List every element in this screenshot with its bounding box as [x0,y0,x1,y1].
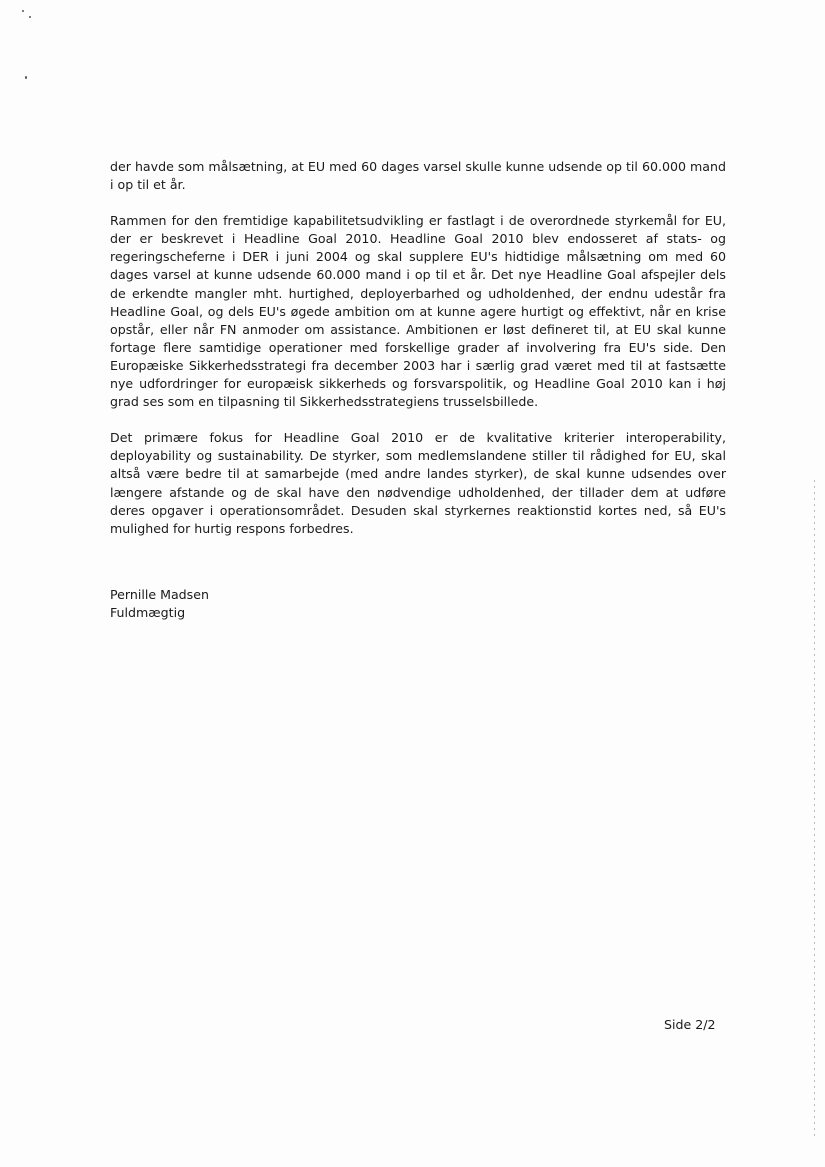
scan-speck [25,76,27,79]
signature-block [110,586,209,622]
signatory-name: Pernille Madsen [110,587,209,602]
scan-edge-line [814,480,815,1140]
page-number: Side 2/2 [664,1017,716,1032]
scan-speck [29,16,31,18]
paragraph-primary-focus: Det primære fokus for Headline Goal 2010 er de kvalitative kriterier interoperability, deployability og sustainability. De styrker, som medlemslandene stiller til rådighed for EU, skal altså være bedre til at samarbejde (med andre landes styrker), de skal kunne udsendes over længere afstande og de skal have den nødvendige udholdenhed, der tillader dem at udføre deres opgaver i operationsområdet. Desuden skal styrkernes reaktionstid kortes ned, så EU's mulighed for hurtig respons forbedres. [110,430,726,536]
paragraph-headline-goal-framework: Rammen for den fremtidige kapabilitetsudvikling er fastlagt i de overordnede styrkemål for EU, der er beskrevet i Headline Goal 2010. Headline Goal 2010 blev endosseret af stats- og regeringscheferne i DER i juni 2004 og skal supplere EU's hidtidige målsætning om med 60 dages varsel at kunne udsende 60.000 mand i op til et år. Det nye Headline Goal afspejler dels de erkendte mangler mht. hurtighed, deployerbarhed og udholdenhed, der endnu udestår fra Headline Goal, og dels EU's øgede ambition om at kunne agere hurtigt og effektivt, når en krise opstår, eller når FN anmoder om assistance. Ambitionen er løst defineret til, at EU skal kunne fortage flere samtidige operationer med forskellige grader af involvering fra EU's side. Den Europæiske Sikkerhedsstrategi fra december 2003 har i særlig grad været med til at fastsætte nye udfordringer for europæisk sikkerheds og forsvarspolitik, og Headline Goal 2010 kan i høj grad ses som en tilpasning til Sikkerhedsstrategiens trusselsbillede. [110,213,726,410]
paragraph-continuation: der havde som målsætning, at EU med 60 dages varsel skulle kunne udsende op til 60.000 mand i op til et år. [110,159,726,193]
scan-speck [22,10,24,12]
signatory-title: Fuldmægtig [110,605,186,620]
document-body [110,158,726,556]
